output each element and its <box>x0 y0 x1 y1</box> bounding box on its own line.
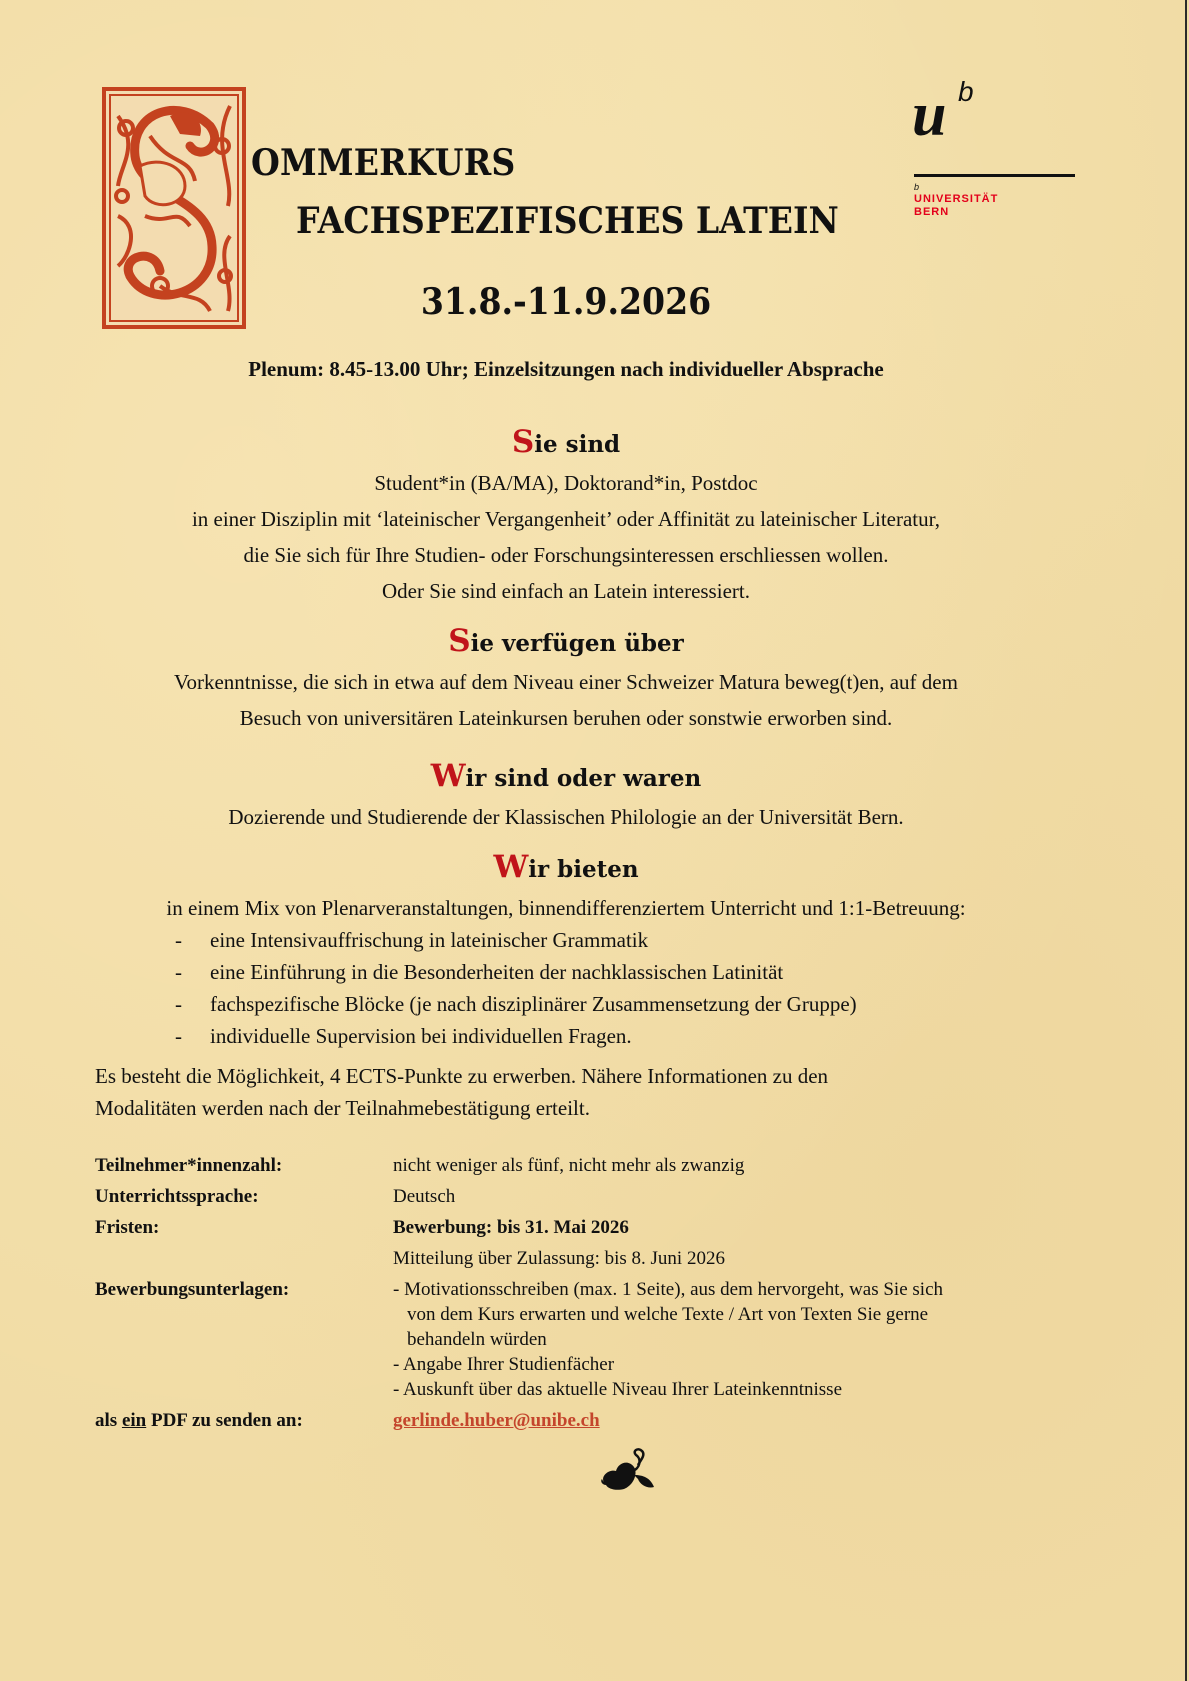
schedule-note: Plenum: 8.45-13.00 Uhr; Einzelsitzungen nach individueller Absprache <box>248 357 884 381</box>
send-label-pre: als <box>95 1410 122 1431</box>
body-line: Student*in (BA/MA), Doktorand*in, Postdoc <box>374 471 758 495</box>
section-heading-sie-verfuegen <box>0 623 1132 659</box>
section-heading-wir-bieten <box>0 849 1132 885</box>
heading-text: ie sind <box>534 431 621 458</box>
hedera-leaf-icon <box>598 1445 658 1495</box>
section-heading-wir-sind <box>0 758 1132 794</box>
logo-wordmark-line2: BERN <box>914 206 950 218</box>
offer-list <box>175 924 857 1052</box>
section-body-sie-verfuegen <box>0 664 1132 736</box>
logo-wordmark <box>914 193 998 219</box>
info-label: Unterrichtssprache: <box>95 1186 259 1207</box>
info-label: Teilnehmer*innenzahl: <box>95 1155 283 1176</box>
info-value: Deutsch <box>393 1186 456 1207</box>
course-dates-text: 31.8.-11.9.2026 <box>420 281 712 323</box>
body-line: Vorkenntnisse, die sich in etwa auf dem Niveau einer Schweizer Matura beweg(t)en, auf dem <box>174 670 958 694</box>
university-logo <box>912 76 1077 226</box>
document-item: - Auskunft über das aktuelle Niveau Ihrer Lateinkenntnisse <box>393 1379 842 1400</box>
list-item-text: eine Intensivauffrischung in lateinischer Grammatik <box>210 928 649 952</box>
email-link[interactable]: gerlinde.huber@unibe.ch <box>393 1410 600 1431</box>
info-row-documents <box>95 1274 1085 1405</box>
document-item-continued: behandeln würden <box>407 1329 547 1350</box>
page-edge-border <box>1185 0 1187 1681</box>
section-body-wir-bieten <box>0 890 1132 926</box>
heading-text: ie verfügen über <box>470 630 684 657</box>
heading-initial: W <box>493 849 529 885</box>
course-info-table <box>95 1150 1085 1436</box>
title-line-2: FACHSPEZIFISCHES LATEIN <box>296 200 839 242</box>
document-item: - Motivationsschreiben (max. 1 Seite), aus dem hervorgeht, was Sie sich <box>393 1279 943 1300</box>
list-item-text: individuelle Supervision bei individuellen Fragen. <box>210 1024 632 1048</box>
body-line: in einem Mix von Plenarveranstaltungen, binnendifferenziertem Unterricht und 1:1-Betreuung: <box>166 896 966 920</box>
ects-note <box>95 1060 1055 1124</box>
info-row-deadlines <box>95 1212 1085 1274</box>
send-label-underlined: ein <box>121 1410 147 1431</box>
section-body-wir-sind <box>0 799 1132 835</box>
list-item-text: eine Einführung in die Besonderheiten der nachklassischen Latinität <box>210 960 784 984</box>
list-item <box>175 956 857 988</box>
logo-mark-u: u <box>912 81 947 149</box>
title-line-1: OMMERKURS <box>251 142 516 184</box>
ects-line: Modalitäten werden nach der Teilnahmebestätigung erteilt. <box>95 1096 590 1120</box>
body-line: Besuch von universitären Lateinkursen beruhen oder sonstwie erworben sind. <box>239 706 893 730</box>
section-body-sie-sind <box>0 465 1132 609</box>
heading-text: ir sind oder waren <box>465 765 702 792</box>
info-row-participants <box>95 1150 1085 1181</box>
list-item-text: fachspezifische Blöcke (je nach disziplinärer Zusammensetzung der Gruppe) <box>210 992 857 1016</box>
document-item: - Angabe Ihrer Studienfächer <box>393 1354 615 1375</box>
course-dates <box>45 281 1086 323</box>
heading-initial: S <box>448 623 471 659</box>
section-heading-sie-sind <box>0 424 1132 460</box>
info-label: Fristen: <box>95 1217 160 1238</box>
body-line: Dozierende und Studierende der Klassischen Philologie an der Universität Bern. <box>228 805 904 829</box>
list-bullet: - <box>175 960 182 984</box>
info-value <box>393 1274 1085 1405</box>
logo-mark-b: b <box>958 76 974 107</box>
info-value <box>393 1405 1085 1436</box>
body-line: Oder Sie sind einfach an Latein interessiert. <box>382 579 750 603</box>
list-item <box>175 924 857 956</box>
heading-initial: W <box>430 758 466 794</box>
logo-wordmark-line1: UNIVERSITÄT <box>914 193 999 205</box>
body-line: in einer Disziplin mit ‘lateinischer Vergangenheit’ oder Affinität zu lateinischer Literatur, <box>191 507 941 531</box>
logo-small-b: b <box>914 182 920 192</box>
info-label: Bewerbungsunterlagen: <box>95 1279 290 1300</box>
list-bullet: - <box>175 992 182 1016</box>
info-row-language <box>95 1181 1085 1212</box>
send-label-post: PDF zu senden an: <box>146 1410 303 1431</box>
info-row-send <box>95 1405 1085 1436</box>
info-label <box>95 1405 393 1436</box>
heading-initial: S <box>511 424 535 460</box>
document-item-continued: von dem Kurs erwarten und welche Texte / Art von Texten Sie gerne <box>407 1304 929 1325</box>
list-bullet: - <box>175 1024 182 1048</box>
heading-text: ir bieten <box>528 856 639 883</box>
list-bullet: - <box>175 928 182 952</box>
deadline-notification: Mitteilung über Zulassung: bis 8. Juni 2026 <box>393 1248 725 1269</box>
list-item <box>175 988 857 1020</box>
deadline-application: Bewerbung: bis 31. Mai 2026 <box>393 1217 629 1238</box>
ects-line: Es besteht die Möglichkeit, 4 ECTS-Punkte zu erwerben. Nähere Informationen zu den <box>95 1064 829 1088</box>
info-value: nicht weniger als fünf, nicht mehr als zwanzig <box>393 1155 745 1176</box>
body-line: die Sie sich für Ihre Studien- oder Forschungsinteressen erschliessen wollen. <box>243 543 889 567</box>
info-value <box>393 1212 1085 1274</box>
logo-rule <box>914 174 1075 177</box>
list-item <box>175 1020 857 1052</box>
